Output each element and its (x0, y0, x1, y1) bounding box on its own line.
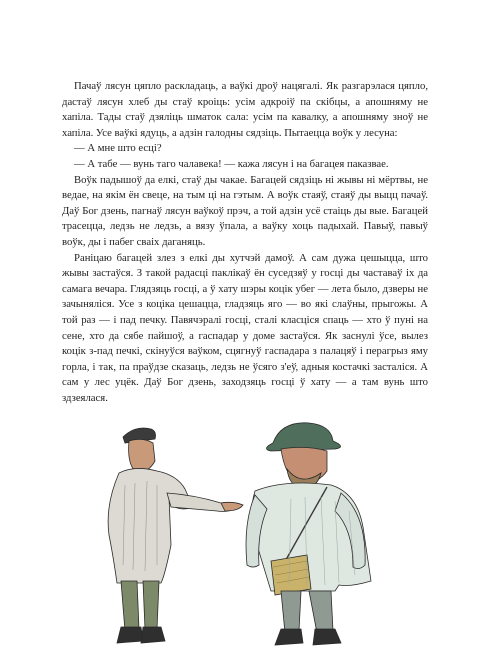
left-man-figure (108, 428, 243, 643)
right-man-figure (246, 423, 371, 645)
paragraph-2: Воўк падышоў да елкі, стаў ды чакае. Багацей сядзіць ні жывы ні мёртвы, не ведае, на якім ён свеце, на тым ці на гэтым. А воўк стаяў, стаяў ды выцц пачаў. Даў Бог дзень, пагнаў лясун ваўкоў прэч, а той адзін усё стаіць ды вые. Багацей трасецца, ледзь не ледзь, а вязу ўпала, а ваўку хоць падыхай. Павыў, павыў воўк, ды і пабег сваіх даганяць. (62, 173, 428, 248)
dialog-line-1: — А мне што есці? (74, 142, 162, 155)
paragraph-1: Пачаў лясун цяпло раскладаць, а ваўкі дроў нацягалі. Як разгарэлася цяпло, дастаў лясун хлеб ды стаў кроіць: усім адкроіў па скібцы, а апошняму не хапіла. Тады стаў дзяліць шматок сала: усім па кавалку, а апошняму зноў не хапіла. Усе ваўкі ядуць, а адзін галодны сядзіць. Пытаецца воўк у лесуна: (62, 80, 428, 139)
story-text (62, 79, 428, 406)
dialog-line-2: — А табе — вунь таго чалавека! — кажа лясун і на багацея паказвае. (74, 157, 389, 170)
illustration-two-men (95, 415, 395, 647)
paragraph-3: Раніцаю багацей злез з елкі ды хутчэй дамоў. А сам дужа цешыцца, што жывы застаўся. З такой радасці паклікаў ён суседзяў у госці ды частаваў іх да самага вечара. Глядзяць госці, а ў хату шэры коцік убег — лета было, дзверы не зачыняліся. Усе з коціка цешацца, гладзяць яго — во які слаўны, прыгожы. А той раз — і пад печку. Павячэралі госці, сталі класціся спаць — хто ў пуні на сене, хто да сябе пайшоў, а гаспадар у доме застаўся. Як заснулі ўсе, вылез коцік з-пад печкі, скінуўся ваўком, сцягнуў гаспадара з палацяў і перагрыз яму горла, і так, па праўдзе сказаць, ледзь не ўсяго з'еў, адныя костачкі засталіся. А сам у лес уцёк. Даў Бог дзень, заходзяць госці ў хату — а там вунь што здзеялася. (62, 251, 428, 404)
